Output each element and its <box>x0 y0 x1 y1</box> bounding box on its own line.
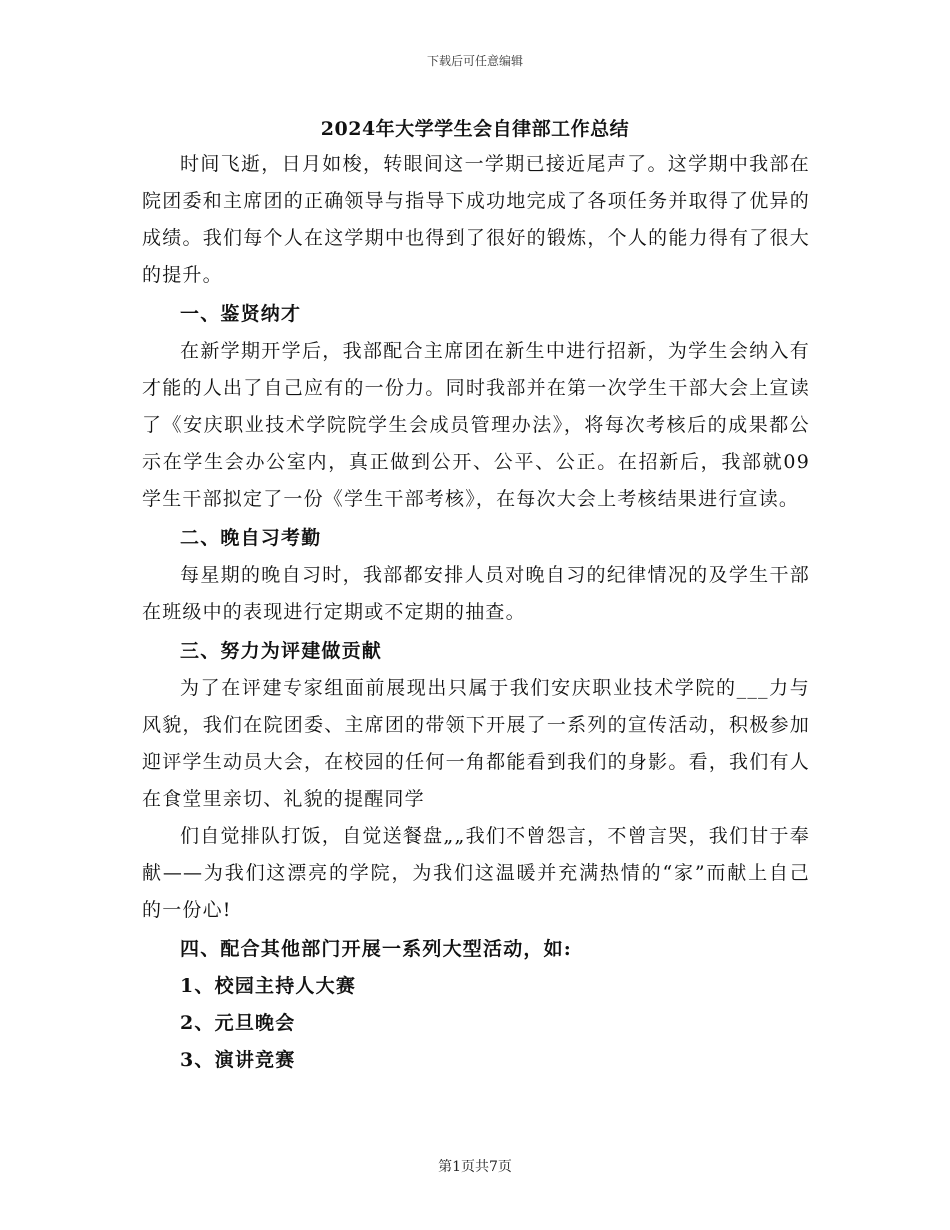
section-4-heading: 四、配合其他部门开展一系列大型活动，如: <box>180 938 573 960</box>
section-3-heading: 三、努力为评建做贡献 <box>180 640 383 662</box>
section-3-paragraph-2: 们自觉排队打饭，自觉送餐盘„„我们不曾怨言，不曾言哭，我们甘于奉献——为我们这漂亮的学院，为我们这温暖并充满热情的“家”而献上自己的一份心! <box>142 825 810 921</box>
page-number: 第1页共7页 <box>438 1159 512 1175</box>
section-1-paragraph: 在新学期开学后，我部配合主席团在新生中进行招新，为学生会纳入有才能的人出了自己应有的一份力。同时我部并在第一次学生干部大会上宣读了《安庆职业技术学院院学生会成员管理办法》，将每次考核后的成果都公示在学生会办公室内，真正做到公开、公平、公正。在招新后，我部就09学生干部拟定了一份《学生干部考核》，在每次大会上考核结果进行宣读。 <box>142 340 810 510</box>
activity-list-item: 1、校园主持人大赛 <box>180 975 357 997</box>
section-1-heading: 一、鉴贤纳才 <box>180 303 302 325</box>
section-3-paragraph-1: 为了在评建专家组面前展现出只属于我们安庆职业技术学院的___力与风貌，我们在院团委、主席团的带领下开展了一系列的宣传活动，积极参加迎评学生动员大会，在校园的任何一角都能看到我们的身影。看，我们有人在食堂里亲切、礼貌的提醒同学 <box>142 677 810 810</box>
intro-paragraph: 时间飞逝，日月如梭，转眼间这一学期已接近尾声了。这学期中我部在院团委和主席团的正确领导与指导下成功地完成了各项任务并取得了优异的成绩。我们每个人在这学期中也得到了很好的锻炼，个人的能力得有了很大的提升。 <box>142 153 810 286</box>
activity-list-item: 3、演讲竞赛 <box>180 1049 296 1071</box>
document-title: 2024年大学学生会自律部工作总结 <box>320 118 630 140</box>
section-2-heading: 二、晚自习考勤 <box>180 527 322 549</box>
section-2-paragraph: 每星期的晚自习时，我部都安排人员对晚自习的纪律情况的及学生干部在班级中的表现进行定期或不定期的抽查。 <box>142 564 810 623</box>
activity-list-item: 2、元旦晚会 <box>180 1012 296 1034</box>
document-body <box>142 146 810 1079</box>
page-header-note: 下载后可任意编辑 <box>426 54 523 68</box>
